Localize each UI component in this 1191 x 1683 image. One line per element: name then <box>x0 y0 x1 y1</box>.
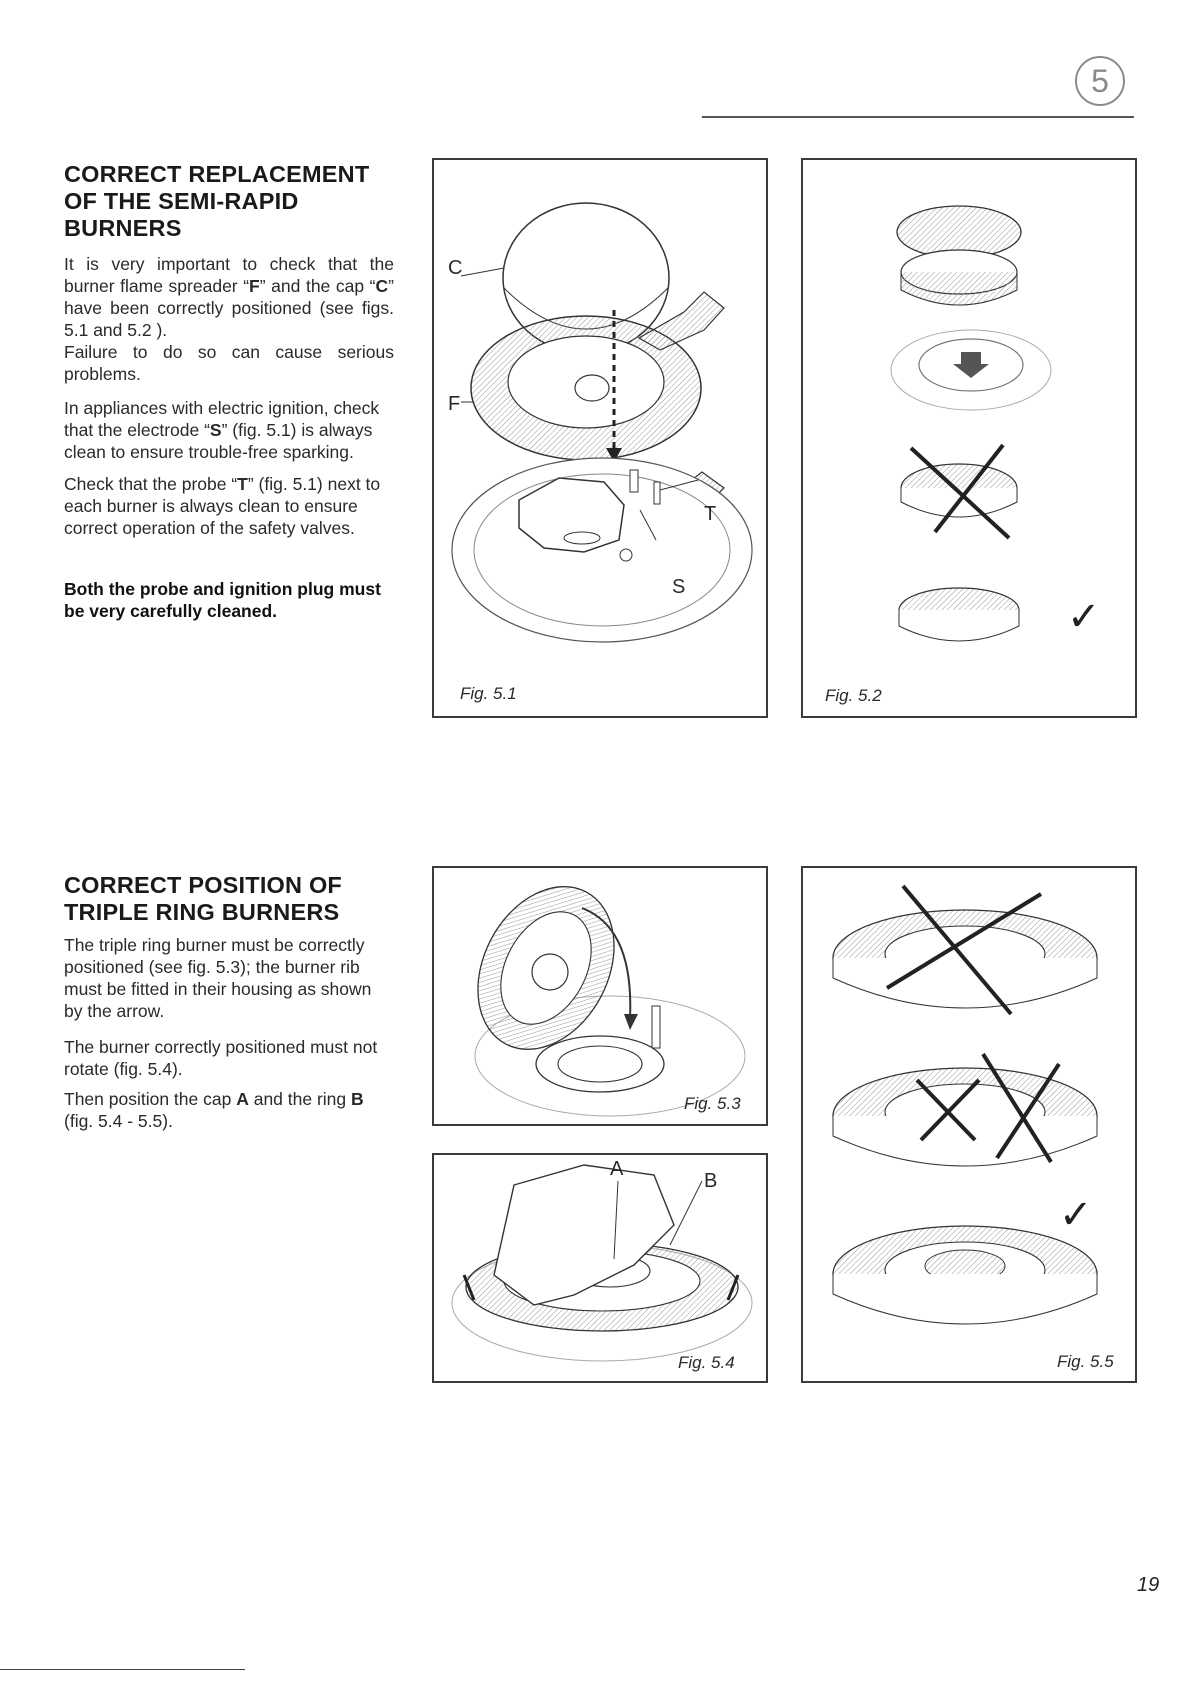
figure-caption: Fig. 5.3 <box>684 1094 741 1113</box>
figure-5-1 <box>432 158 768 718</box>
figure-5-4 <box>432 1153 768 1383</box>
figure-caption: Fig. 5.1 <box>460 684 517 703</box>
check-mark-icon: ✓ <box>1067 594 1101 640</box>
paragraph-check-spreader-cap: It is very important to check that the burner flame spreader “F” and the cap “C” have been correctly positioned (see figs. 5.1 and 5.2 ). Failure to do so can cause serious problems. <box>64 254 394 384</box>
label-s: S <box>672 576 686 598</box>
section-heading-semi-rapid <box>64 161 369 242</box>
label-c: C <box>448 257 463 279</box>
chapter-number: 5 <box>1091 63 1109 99</box>
triple-ring-cap-comparison-illustration <box>803 868 1139 1385</box>
heading-line: TRIPLE RING BURNERS <box>64 899 340 925</box>
label-a: A <box>610 1158 624 1180</box>
label-t: T <box>704 503 717 525</box>
figure-5-3 <box>432 866 768 1126</box>
figure-caption: Fig. 5.5 <box>1057 1352 1114 1371</box>
paragraph-cleaning-warning: Both the probe and ignition plug must be very carefully cleaned. <box>64 579 381 621</box>
figure-5-5 <box>801 866 1137 1383</box>
triple-ring-rib-housing-illustration <box>434 868 770 1128</box>
page-number: 19 <box>1137 1574 1160 1596</box>
hand-positioning-cap-illustration <box>434 1155 770 1385</box>
electrode-s <box>654 482 660 504</box>
paragraph-position-cap-ring: Then position the cap A and the ring B (fig. 5.4 - 5.5). <box>64 1089 364 1131</box>
figure-caption: Fig. 5.4 <box>678 1353 735 1372</box>
header-rule <box>702 116 1134 118</box>
figure-5-2 <box>801 158 1137 718</box>
figure-caption: Fig. 5.2 <box>825 686 882 705</box>
section-heading-triple-ring <box>64 872 342 926</box>
paragraph-must-not-rotate: The burner correctly positioned must not rotate (fig. 5.4). <box>64 1037 378 1079</box>
paragraph-electrode: In appliances with electric ignition, check that the electrode “S” (fig. 5.1) is always clean to ensure trouble-free sparking. <box>64 398 380 462</box>
footer-rule <box>0 1669 245 1670</box>
label-b: B <box>704 1170 718 1192</box>
paragraph-probe: Check that the probe “T” (fig. 5.1) next to each burner is always clean to ensure correct operation of the safety valves. <box>64 474 381 538</box>
check-mark-icon: ✓ <box>1059 1192 1093 1238</box>
semi-rapid-burner-exploded-illustration <box>434 160 770 720</box>
probe-t <box>630 470 638 492</box>
arrow-down-icon <box>624 1014 638 1030</box>
arrow-down-icon <box>953 352 989 378</box>
heading-line: CORRECT POSITION OF <box>64 872 342 898</box>
chapter-number-badge <box>1075 56 1125 106</box>
cap-position-comparison-illustration <box>803 160 1139 720</box>
paragraph-triple-ring-position: The triple ring burner must be correctly positioned (see fig. 5.3); the burner rib must be fitted in their housing as shown by the arrow. <box>64 935 372 1021</box>
heading-line: CORRECT REPLACEMENT <box>64 161 370 187</box>
heading-line: BURNERS <box>64 215 182 241</box>
label-f: F <box>448 393 461 415</box>
heading-line: OF THE SEMI-RAPID <box>64 188 299 214</box>
